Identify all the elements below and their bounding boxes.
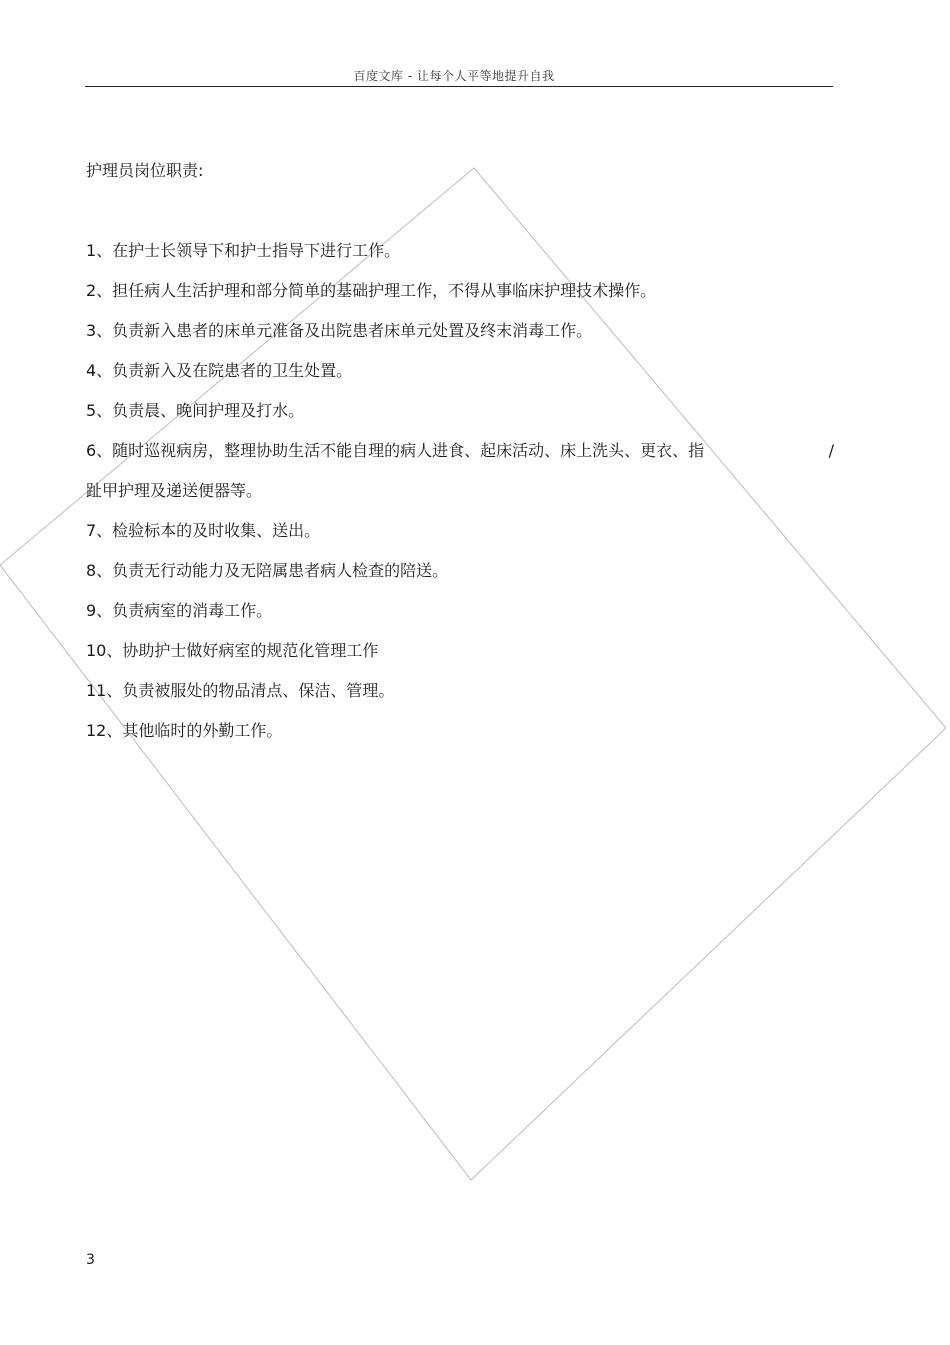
duty-item-4: 4、负责新入及在院患者的卫生处置。 <box>86 361 353 380</box>
page-number: 3 <box>86 1252 95 1268</box>
duty-item-6-slash: / <box>828 441 834 460</box>
page-header: 百度文库 - 让每个人平等地提升自我 <box>353 69 555 83</box>
duty-item-8: 8、负责无行动能力及无陪属患者病人检查的陪送。 <box>86 561 449 580</box>
duty-item-3: 3、负责新入患者的床单元准备及出院患者床单元处置及终末消毒工作。 <box>86 321 593 340</box>
document-title: 护理员岗位职责: <box>86 161 204 180</box>
duty-item-10: 10、协助护士做好病室的规范化管理工作 <box>86 641 379 660</box>
duty-item-9: 9、负责病室的消毒工作。 <box>86 601 273 620</box>
duty-item-6-line1 <box>86 431 834 471</box>
duty-item-12: 12、其他临时的外勤工作。 <box>86 721 283 740</box>
duty-item-6-continuation: 趾甲护理及递送便器等。 <box>86 481 263 500</box>
duty-item-1: 1、在护士长领导下和护士指导下进行工作。 <box>86 241 401 260</box>
duty-list <box>86 239 834 759</box>
duty-item-5: 5、负责晨、晚间护理及打水。 <box>86 401 305 420</box>
duty-item-11: 11、负责被服处的物品清点、保洁、管理。 <box>86 681 395 700</box>
header-divider <box>85 86 833 87</box>
duty-item-2: 2、担任病人生活护理和部分简单的基础护理工作，不得从事临床护理技术操作。 <box>86 281 657 300</box>
duty-item-6-text: 6、随时巡视病房，整理协助生活不能自理的病人进食、起床活动、床上洗头、更衣、指 <box>86 441 705 460</box>
duty-item-7: 7、检验标本的及时收集、送出。 <box>86 521 321 540</box>
duty-item-6 <box>86 431 834 511</box>
